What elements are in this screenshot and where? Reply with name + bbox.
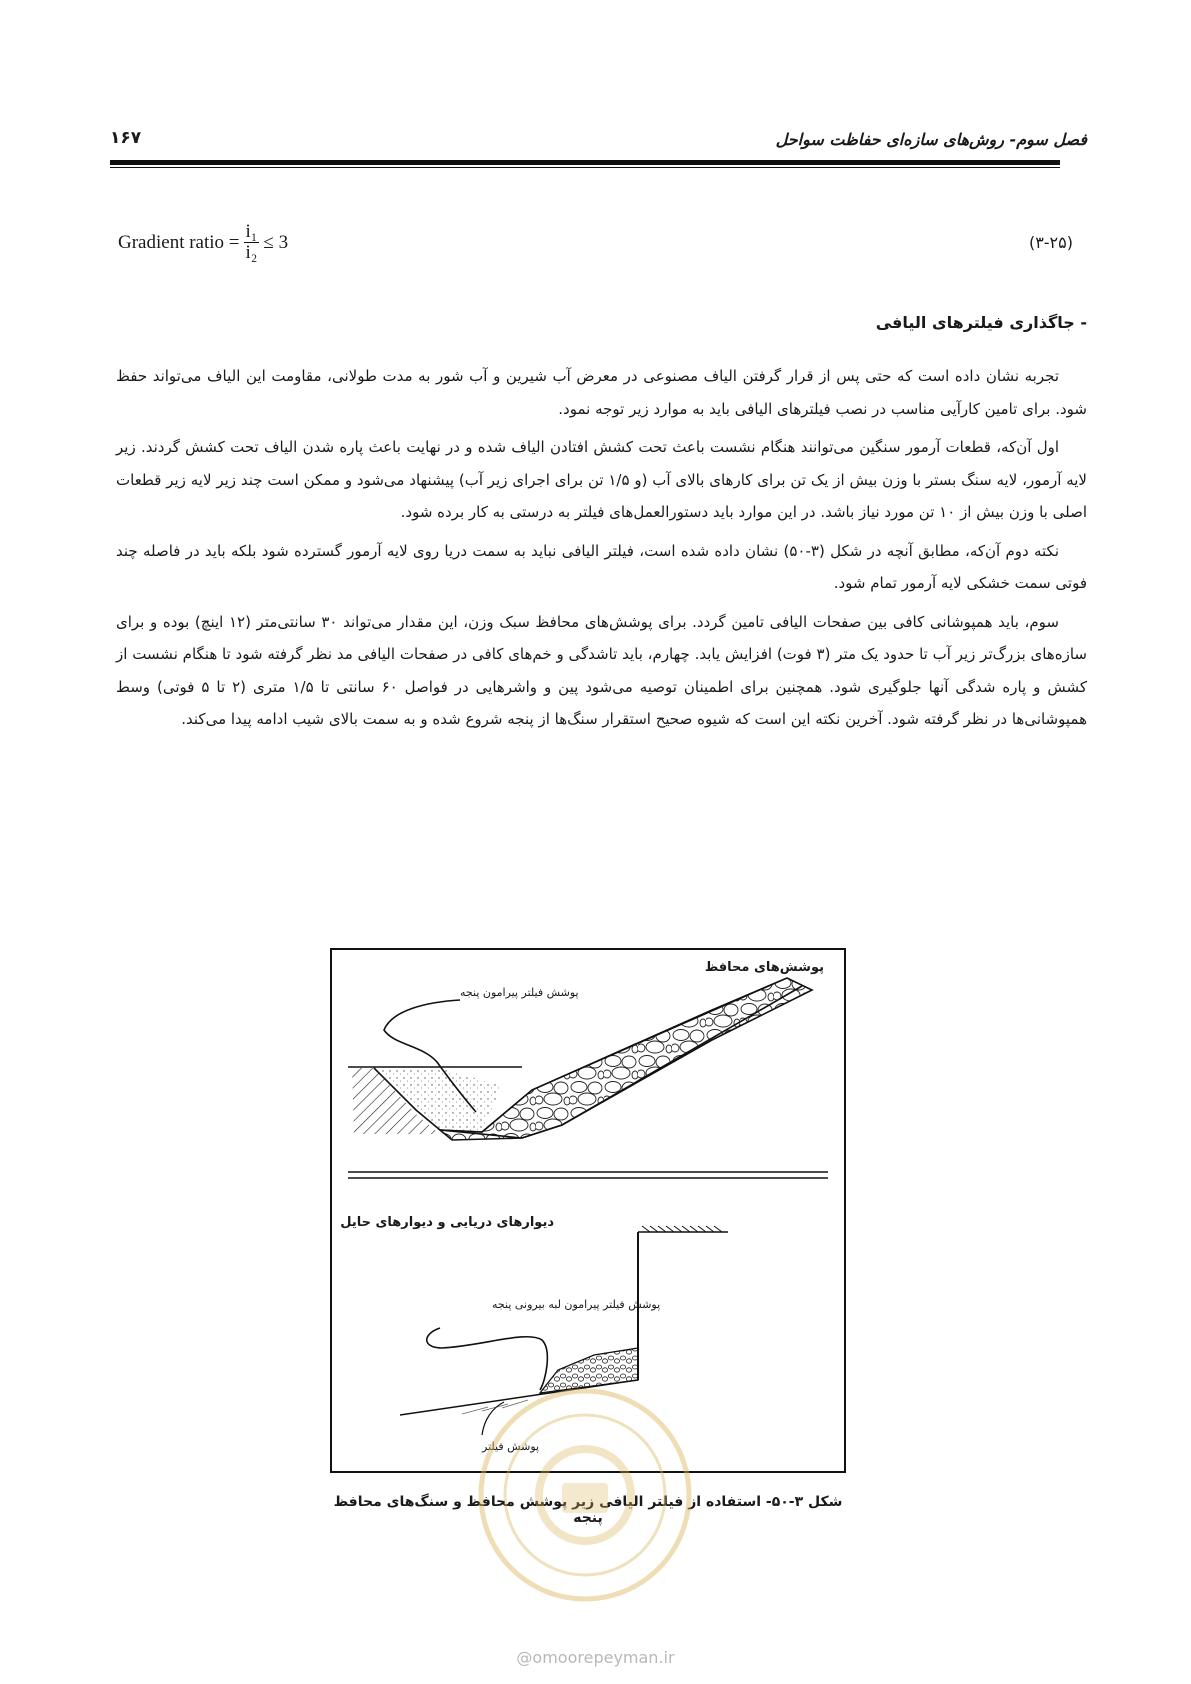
header-rule-thick	[110, 160, 1060, 165]
equation-fraction	[244, 222, 260, 263]
site-watermark: @omoorepeyman.ir	[516, 1648, 675, 1667]
panel1-filter-label: پوشش فیلتر پیرامون پنجه	[460, 986, 579, 999]
paragraph: سوم، باید همپوشانی کافی بین صفحات الیافی تامین گردد. برای پوشش‌های محافظ سبک وزن، این مقدار می‌تواند ۳۰ سانتی‌متر (۱۲ اینچ) بوده و برای سازه‌های بزرگ‌تر زیر آب تا حدود یک متر (۳ فوت) افزایش یابد. چهارم، باید تاشدگی و خم‌های کافی در صفحات الیافی مد نظر گرفته شود تا هنگام نشست از کشش و پاره شدگی آنها جلوگیری شود. همچنین برای اطمینان توصیه می‌شود پین و واشرهایی در فواصل ۶۰ سانتی تا ۱/۵ متری (۲ تا ۵ فوتی) وسط همپوشانی‌ها در نظر گرفته شود. آخرین نکته این است که شیوه صحیح استقرار سنگ‌ها از پنجه شروع شده و به سمت بالای شیب ادامه پیدا می‌کند.	[116, 612, 1088, 728]
equation-lhs: Gradient ratio =	[118, 231, 240, 253]
equation-rhs: ≤ 3	[263, 231, 289, 253]
panel2-filter-label: پوشش فیلتر پیرامون لبه بیرونی پنجه	[492, 1298, 661, 1311]
gradient-ratio-equation	[118, 222, 288, 263]
chapter-title: فصل سوم- روش‌های سازه‌ای حفاظت سواحل	[775, 130, 1087, 149]
header-rule-thin	[110, 167, 1060, 168]
panel2-title: دیوارهای دریایی و دیوارهای حایل	[340, 1215, 554, 1230]
equation-numerator: i₁	[245, 221, 258, 242]
panel2-bottom-filter-label: پوشش فیلتر	[482, 1440, 540, 1453]
seal-watermark-icon	[470, 1375, 700, 1615]
paragraph: نکته دوم آن‌که، مطابق آنچه در شکل (۳-۵۰) نشان داده شده است، فیلتر الیافی نباید به سمت دریا روی لایه آرمور گسترده شود بلکه باید در فاصله چند فوتی سمت خشکی لایه آرمور تمام شود.	[116, 541, 1087, 592]
figure-caption: شکل ۳-۵۰- استفاده از فیلتر الیافی زیر پوشش محافظ و سنگ‌های محافظ پنجه	[333, 1494, 843, 1526]
body-text	[116, 360, 1087, 742]
section-heading: - جاگذاری فیلترهای الیافی	[875, 313, 1087, 332]
paragraph: تجربه نشان داده است که حتی پس از قرار گرفتن الیاف مصنوعی در معرض آب شیرین و آب شور به مدت طولانی، مقاومت این الیاف می‌تواند حفظ شود. برای تامین کارآیی مناسب در نصب فیلترهای الیافی باید به موارد زیر توجه نمود.	[116, 367, 1087, 418]
paragraph: اول آن‌که، قطعات آرمور سنگین می‌توانند هنگام نشست باعث تحت کشش افتادن الیاف شده و در نهایت باعث پاره شدن الیاف تحت کشش گردند. زیر لایه آرمور، لایه سنگ بستر با وزن بیش از یک تن برای کارهای بالای آب (و ۱/۵ تن برای اجرای زیر آب) پیشنهاد می‌شود و ممکن است چند زیر لایه زیر قطعات اصلی با وزن بیش از ۱۰ تن مورد نیاز باشد. در این موارد باید دستورالعمل‌های فیلتر به درستی به کار برده شود.	[116, 438, 1087, 521]
equation-denominator: i₂	[245, 242, 258, 263]
equation-number: (۳-۲۵)	[1028, 233, 1073, 252]
page-number: ۱۶۷	[110, 128, 142, 148]
panel1-title: پوشش‌های محافظ	[704, 960, 824, 975]
